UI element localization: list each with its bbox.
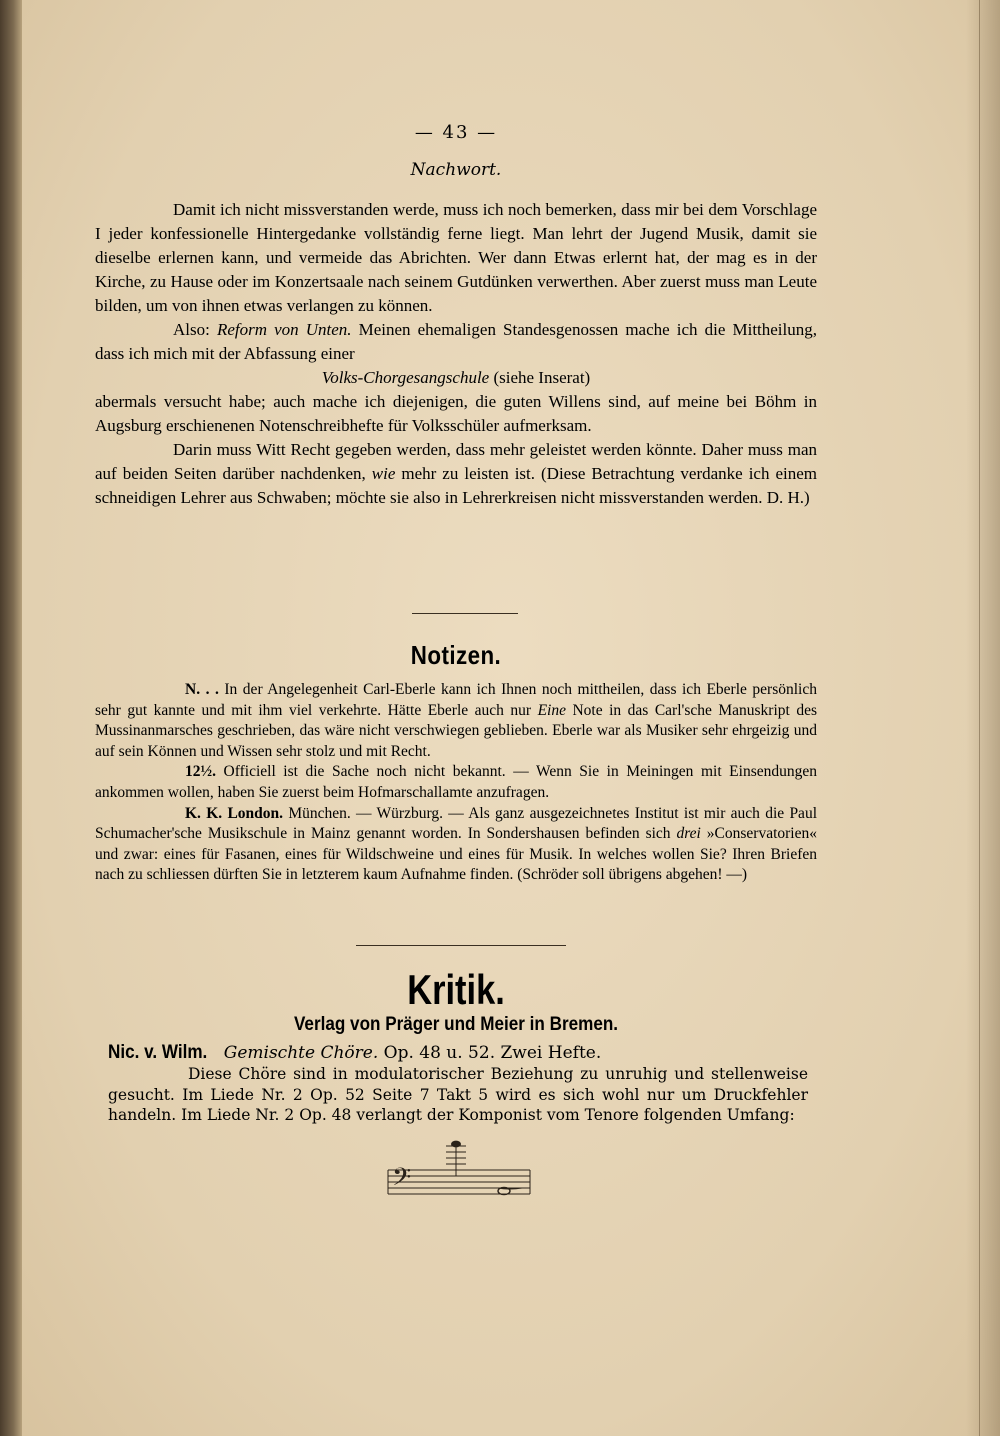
work-title: Gemischte Chöre. [223,1043,379,1063]
bass-clef-icon: 𝄢 [392,1163,412,1198]
section-divider [412,613,518,614]
review-text: Diese Chöre sind in modulatorischer Beziehung zu unruhig und stellenweise gesucht. Im Liede Nr. 2 Op. 52 Seite 7 Takt 5 wird es sich wohl nur um Druckfehler handeln. Im Liede Nr. 2 Op. 48 verlangt der Komponist vom Tenore folgenden Umfang: [108,1065,808,1124]
nachwort-centered-line: Volks-Chorgesangschule (siehe Inserat) [321,368,591,387]
page-edge-shadow [966,0,1000,1436]
review-entry [108,1042,808,1126]
nachwort-paragraph-2-end: abermals versucht habe; auch mache ich diejenigen, die guten Willens sind, auf meine bei Böhm in Augsburg erschienenen Notenschreibhefte für Volksschüler aufmerksam. [95,392,817,435]
high-note [451,1141,461,1148]
music-example [386,1136,532,1202]
page-edge-line [979,0,980,1436]
nachwort-paragraph-3: Darin muss Witt Recht gegeben werden, dass mehr geleistet werden könnte. Daher muss man auf beiden Seiten darüber nachdenken, wie mehr zu leisten ist. (Diese Betrachtung verdanke ich einem schneidigen Lehrer aus Schwaben; möchte sie also in Lehrerkreisen nicht missverstanden werden. D. H.) [95,440,818,507]
notiz-3: K. K. London. München. — Würzburg. — Als ganz ausgezeichnetes Institut ist mir auch die Paul Schumacher'sche Musikschule in Mainz genannt worden. In Sondershausen befinden sich drei »Conservatorien« und zwar: eines für Fasanen, eines für Wildschweine und eines für Musik. In welches wollen Sie? Ihren Briefen nach zu schliessen dürften Sie in letzterem kaum Aufnahme finden. (Schröder soll übrigens abgehen! —) [95,804,817,884]
nachwort-body [95,198,817,510]
work-details: Op. 48 u. 52. Zwei Hefte. [378,1043,602,1063]
notiz-2: 12½. Officiell ist die Sache noch nicht bekannt. — Wenn Sie in Meiningen mit Einsendungen ankommen wollen, haben Sie zuerst beim Hofmarschallamte anzufragen. [95,763,817,801]
nachwort-paragraph-2: Also: Reform von Unten. Meinen ehemaligen Standesgenossen mache ich die Mittheilung, dass ich mich mit der Abfassung einer [95,320,818,363]
nachwort-heading: Nachwort. [410,160,502,180]
review-title-line [108,1042,808,1064]
page-number: — 43 — [414,122,498,143]
section-divider-2 [356,945,566,946]
publisher-heading: Verlag von Präger und Meier in Bremen. [293,1014,619,1035]
kritik-heading: Kritik. [407,966,505,1013]
notiz-1: N. . . In der Angelegenheit Carl-Eberle kann ich Ihnen noch mittheilen, dass ich Eberle persönlich sehr gut kannte und mit ihm viel verkehrte. Hätte Eberle auch nur Eine Note in das Carl'sche Manuskript des Mussinanmarsches geschrieben, das wäre nicht verschwiegen geblieben. Eberle war als Musiker sehr ehrgeizig und auf sein Können und Wissen sehr stolz und mit Recht. [95,681,817,760]
notizen-body [95,680,817,886]
nachwort-paragraph-1: Damit ich nicht missverstanden werde, muss ich noch bemerken, dass mir bei dem Vorschlage I jeder konfessionelle Hintergedanke vollständig ferne liegt. Man lehrt der Jugend Musik, damit sie dieselbe erlernen kann, und vermeide das Abrichten. Wer dann Etwas erlernt hat, der mag es in der Kirche, zu Hause oder im Konzertsaale nach seinem Gutdünken verwerthen. Aber zuerst muss man Leute bilden, um von ihnen etwas verlangen zu können. [95,200,817,315]
composer-name: Nic. v. Wilm. [108,1042,208,1063]
book-spine [0,0,22,1436]
notizen-heading: Notizen. [410,640,502,670]
